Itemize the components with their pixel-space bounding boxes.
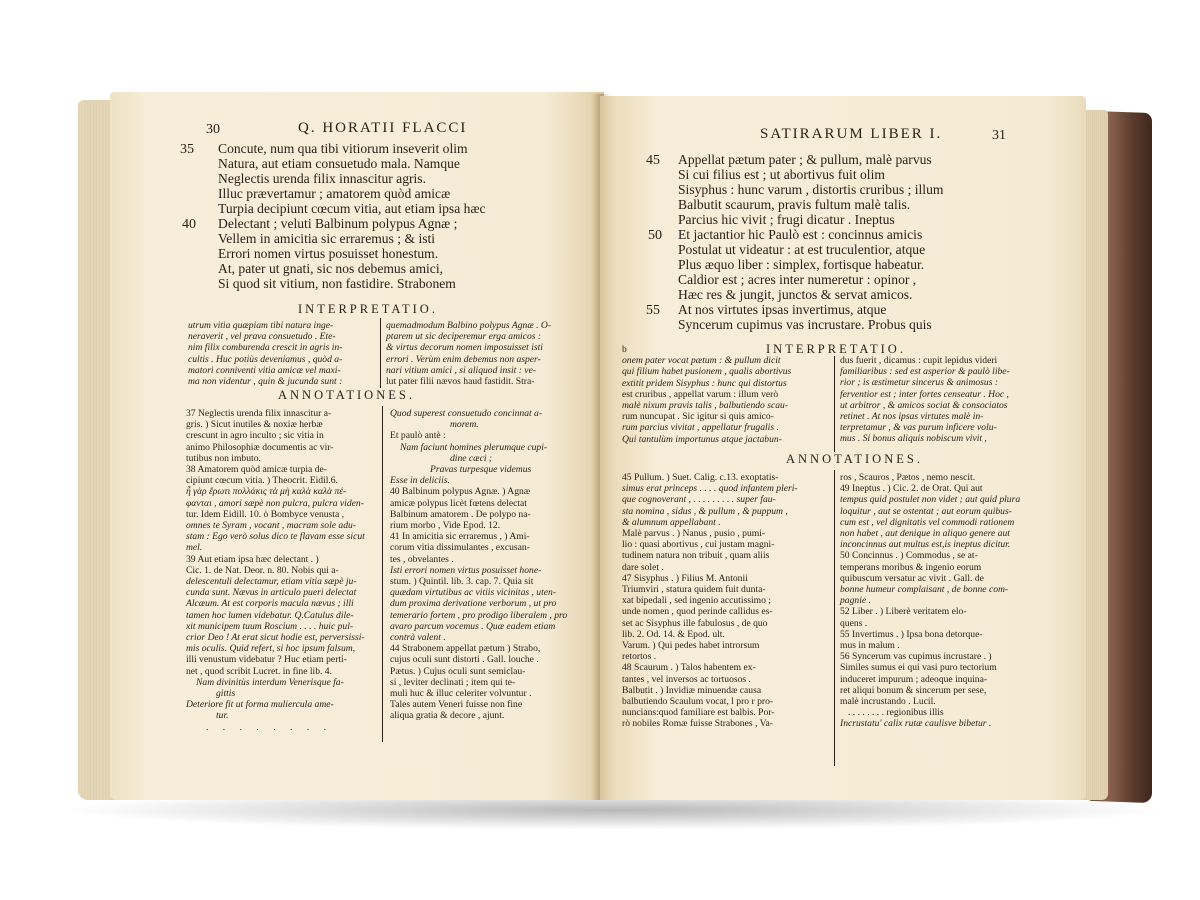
verse-line: Si cui filius est ; ut abortivus fuit olim <box>678 167 885 182</box>
verse-line: Vellem in amicitia sic erraremus ; & isti <box>218 231 436 246</box>
note-line: 56 Syncerum vas cupimus incrustare . ) <box>840 651 992 663</box>
verse-line: Turpia decipiunt cœcum vitia, aut etiam ipsa hæc <box>218 201 486 216</box>
note-line: retortos . <box>622 651 657 663</box>
note-line: tudinem natura non tribuit , quam aliis <box>622 550 770 562</box>
note-line: set ac Sisyphus ille fabulosus , de quo <box>622 617 768 629</box>
column-rule <box>380 318 381 388</box>
note-line: mis oculis. Quid refert, si hoc ipsum falsum, <box>186 643 356 655</box>
note-line: quens . <box>840 617 868 629</box>
note-line: bonne humeur complaisant , de bonne com- <box>840 584 1009 596</box>
note-line: tantes , vel inversos ac tortuosos . <box>622 673 751 685</box>
note-line: Qui tantulùm importunus atque jactabun- <box>622 433 782 445</box>
right-page <box>600 96 1086 800</box>
note-line: Deteriore fit ut forma muliercula ame- <box>186 699 334 711</box>
note-line: qui filium habet pusionem , qualis abortivus <box>622 366 792 378</box>
note-line: 39 Aut etiam ipsa hæc delectant . ) <box>186 553 319 565</box>
note-line: balbutiendo Scaulum vocat, l pro r pro- <box>622 696 774 708</box>
verse-line: Parcius hic vivit ; frugi dicatur . Ineptus <box>678 212 895 227</box>
interpretatio-right-column <box>840 355 1060 445</box>
note-line: nari vitium amici , si aliquod insit : ve- <box>386 364 537 376</box>
column-rule <box>834 470 835 766</box>
note-line: 38 Amatorem quòd amicæ turpia de- <box>186 464 327 476</box>
note-line: tes , obvelantes . <box>390 553 454 565</box>
note-line: omnes te Syram , vocant , macram sole adu- <box>186 520 356 532</box>
note-line: Quod superest consuetudo concinnat a- <box>390 408 543 419</box>
note-line: morem. <box>450 419 479 431</box>
verse-line: Delectant ; veluti Balbinum polypus Agnæ ; <box>218 216 458 231</box>
note-line: rium morbo , Vide Epod. 12. <box>390 520 501 532</box>
note-line: animo Philosophiæ documentis ac vir- <box>186 441 334 453</box>
note-line: Incrustatu' calix rutæ caulisve bibetur . <box>840 718 992 730</box>
note-line: crescunt in agro inculto ; sic vitia in <box>186 430 324 442</box>
verse-line: Errori nomen virtus posuisset honestum. <box>218 246 439 261</box>
page-number: 30 <box>206 122 220 137</box>
interpretatio-heading: INTERPRETATIO. <box>766 342 906 356</box>
verse-line: Neglectis urenda filix innascitur agris. <box>218 171 426 186</box>
note-line: Isti errori nomen virtus posuisset hone- <box>390 564 542 576</box>
column-rule <box>382 406 383 742</box>
note-line: sta nomina , sidus , & pullum , & puppum , <box>622 505 788 517</box>
annotationes-right-column <box>390 408 586 722</box>
verse-line: Sisyphus : hunc varum , distortis cruribus ; illum <box>678 182 944 197</box>
note-line: tur. <box>216 710 229 722</box>
verse-line: At nos virtutes ipsas invertimus, atque <box>678 302 887 317</box>
verse-line: Concute, num qua tibi vitiorum inseverit olim <box>218 141 468 156</box>
note-line: familiaribus : sed est asperior & paulò libe- <box>840 366 1010 378</box>
note-line: ros , Scauros , Pætos , nemo nescit. <box>840 472 976 483</box>
note-line: Tales autem Veneri fuisse non fine <box>390 699 523 711</box>
note-line: si , leviter declinati ; item qui te- <box>390 676 516 688</box>
note-line: 48 Scaurum . ) Talos habentem ex- <box>622 662 756 674</box>
note-line: φανται , amori sæpè non pulcra, pulcra viden- <box>186 497 364 509</box>
page-number: 31 <box>992 128 1006 143</box>
note-line: Malè parvus . ) Nanus , pusio , pumi- <box>622 528 766 540</box>
verse-line: Hæc res & jungit, junctos & servat amicos. <box>678 287 913 302</box>
note-line: 49 Ineptus . ) Cic. 2. de Orat. Qui aut <box>840 483 983 495</box>
note-line: utrum vitia quæpiam tibi natura inge- <box>188 320 334 331</box>
note-line: quædam virtutibus ac vitiis vicinitas , uten- <box>390 587 557 599</box>
note-line: tempus quid postulet non videt ; aut quid plura <box>840 494 1021 506</box>
verse-line: Balbutit scaurum, pravis fultum malè talis. <box>678 197 911 212</box>
note-line: rum parcius vivitat , appellatur frugalis . <box>622 422 779 434</box>
note-line: xat bipedali , sed ingenio accutissimo ; <box>622 595 771 607</box>
interpretatio-left-column <box>622 344 832 445</box>
interpretatio-heading: INTERPRETATIO. <box>298 302 438 316</box>
verse-number: 55 <box>646 303 660 318</box>
verse-line: Plus æquo liber : simplex, fortisque habeatur. <box>678 257 925 272</box>
note-line: cipiunt cœcum vitia. ) Theocrit. Eidil.6. <box>186 475 338 487</box>
note-line: matori conniventi vitia amicæ vel maxi- <box>188 364 341 376</box>
note-line: lut pater filii nævos haud fastidit. Stra- <box>386 376 535 388</box>
note-line: contrà valent . <box>390 632 446 644</box>
note-line: temerario fortem , pro prodigo liberalem , pro <box>390 609 568 621</box>
note-line: . . . . . . . . regionibus illis <box>848 707 944 719</box>
note-line: quemadmodum Balbino polypus Agnæ . O- <box>386 320 552 331</box>
note-line: simus erat princeps . . . . quod infantem pleri- <box>622 483 798 495</box>
note-line: 44 Strabonem appellat pætum ) Strabo, <box>390 643 541 655</box>
note-line: mus in malum . <box>840 640 900 652</box>
note-line: 40 Balbinum polypus Agnæ. ) Agnæ <box>390 486 531 498</box>
verse-line: Natura, aut etiam consuetudo mala. Namque <box>218 156 460 171</box>
verse-line: Et jactantior hic Paulò est : concinnus amicis <box>678 227 923 242</box>
note-line: malè incrustando . Lucil. <box>840 696 936 708</box>
note-line: 55 Invertimus . ) Ipsa bona detorque- <box>840 628 983 640</box>
note-line: ret aliqui bonum & sincerum per sese, <box>840 684 987 696</box>
note-line: delescentuli delectamur, etiam vitia sæpè ju- <box>186 576 357 588</box>
note-line: terpretamur , & vas purum inficere volu- <box>840 422 997 434</box>
note-line: amicæ polypus licèt fœtens delectat <box>390 497 527 509</box>
note-line: pagnie . <box>840 595 871 607</box>
note-line: cum est , vel dignitatis vel commodi rationem <box>840 516 1015 528</box>
note-line: temperans moribus & ingenio eorum <box>840 561 982 573</box>
note-line: tur. Idem Eidill. 10. ὁ Bombyce venusta , <box>186 508 345 520</box>
annotationes-left-column <box>622 472 832 730</box>
note-line: tutibus non imbuto. <box>186 452 261 464</box>
note-line: non habet , aut denique in aliquo genere aut <box>840 528 1010 540</box>
note-line: 41 In amicitia sic erraremus , ) Ami- <box>390 531 530 543</box>
running-head: Q. HORATII FLACCI <box>298 120 468 136</box>
ellipsis-dots: . . . . . . . . <box>206 721 332 733</box>
note-line: & virtus decorum nomen imposuisset isti <box>386 342 543 354</box>
note-line: b <box>622 344 627 355</box>
note-line: Esse in deliciis. <box>390 475 450 487</box>
note-line: Pravas turpesque videmus <box>430 464 532 476</box>
note-line: ut arbitror , & amicos sociat & consociatos <box>840 399 1008 411</box>
annotationes-right-column <box>840 472 1060 730</box>
note-line: avaro parcum vocemus . Quæ eadem etiam <box>390 620 556 632</box>
verse-line: Caldior est ; acres inter numeretur : opinor , <box>678 272 917 287</box>
note-line: est cruribus , appellat varum : illum verò <box>622 388 779 400</box>
note-line: mel. <box>186 542 203 554</box>
note-line: aliqua gratia & decore , ajunt. <box>390 710 505 722</box>
note-line: cultis . Huc potiùs deveniamus , quòd a- <box>188 353 343 365</box>
note-line: cunda sunt. Nævus in articulo pueri delectat <box>186 587 357 599</box>
note-line: errori . Verùm enim debemus non asper- <box>386 353 541 365</box>
note-line: xit municipem tuum Roscium . . . . huic pul- <box>186 620 354 632</box>
note-line: lio : quasi abortivus , cui justam magni- <box>622 539 775 551</box>
note-line: 47 Sisyphus . ) Filius M. Antonii <box>622 572 748 584</box>
note-line: dus fuerit , dicamus : cupit lepidus videri <box>840 355 998 366</box>
note-line: unde nomen , quod perinde callidus es- <box>622 606 773 618</box>
annotationes-heading: ANNOTATIONES. <box>786 452 923 466</box>
note-line: ἦ γὰρ ἔρωτι πολλάκις τὰ μὴ καλὰ καλὰ πέ- <box>186 486 347 498</box>
note-line: neraverit , vel prava consuetudo . Ete- <box>188 331 336 343</box>
annotationes-left-column <box>186 408 374 733</box>
annotationes-heading: ANNOTATIONES. <box>278 388 415 402</box>
note-line: Triumviri , statura quidem fuit dunta- <box>622 584 766 596</box>
note-line: rior ; is æstimetur sincerus & animosus : <box>840 377 999 389</box>
note-line: Alcæum. At est corporis macula nævus ; illi <box>186 598 354 610</box>
verse-number: 40 <box>182 217 196 232</box>
note-line: ma non videntur , quin & jucunda sunt : <box>188 376 343 388</box>
note-line: nim filix comburenda crescit in agris in- <box>188 342 343 354</box>
note-line: quibuscum versatur ac vivit . Gall. de <box>840 572 984 584</box>
note-line: stam : Ego verò solus dico te flavam esse sicut <box>186 531 365 543</box>
note-line: loquitur , aut se ostentat ; aut eorum quibus- <box>840 505 1012 517</box>
note-line: cujus oculi sunt distorti . Gall. louche . <box>390 654 539 666</box>
note-line: malè nixum pravis talis , balbutiendo scau- <box>622 400 789 412</box>
verse-line: Postulat ut videatur : at est truculentior, atque <box>678 242 926 257</box>
note-line: Balbinum amatorem . De polypo na- <box>390 508 531 520</box>
verse-number: 50 <box>648 228 662 243</box>
note-line: Cic. 1. de Nat. Deor. n. 80. Nobis qui a- <box>186 564 339 576</box>
note-line: Pætus. ) Cujus oculi sunt semiclau- <box>390 665 526 677</box>
verse-line: Syncerum cupimus vas incrustare. Probus quis <box>678 317 932 332</box>
note-line: nuncians:quod familiare est balbis. Por- <box>622 707 775 719</box>
note-line: que cognoverant , . . . . . . . . . super fau- <box>622 494 776 506</box>
verse-line: Illuc prævertamur ; amatorem quòd amicæ <box>218 186 451 201</box>
note-line: gittis <box>216 688 236 700</box>
note-line: muli huc & illuc celeriter volvuntur . <box>390 688 532 700</box>
note-line: induceret impurum ; adeoque inquina- <box>840 673 988 685</box>
note-line: lib. 2. Od. 14. & Epod. ult. <box>622 628 725 640</box>
note-line: gris. ) Sicut inutiles & noxiæ herbæ <box>186 419 323 431</box>
note-line: extitit pridem Sisyphus : hunc qui distortus <box>622 377 787 389</box>
note-line: 37 Neglectis urenda filix innascitur a- <box>186 408 332 419</box>
verse-line: Appellat pætum pater ; & pullum, malè parvus <box>678 152 932 167</box>
note-line: mus . Si bonus aliquis nobiscum vivit , <box>840 433 987 445</box>
note-line: & alumnum appellabant . <box>622 516 721 528</box>
verse-number: 45 <box>646 153 660 168</box>
note-line: crior Deo ! At erat sicut hodie est, perversissi- <box>186 632 365 644</box>
note-line: dum proxima derivatione verborum , ut pro <box>390 598 557 610</box>
note-line: 50 Concinnus . ) Commodus , se at- <box>840 550 978 562</box>
note-line: retinet . At nos ipsas virtutes malè in- <box>840 411 984 423</box>
note-line: stum. ) Quintil. lib. 3. cap. 7. Quia sit <box>390 576 534 588</box>
verse-line: Si quod sit vitium, non fastidire. Strabonem <box>218 276 456 291</box>
interpretatio-right-column <box>386 320 586 387</box>
note-line: illi venustum videbatur ? Huc etiam perti- <box>186 654 347 666</box>
note-line: net , quod scribit Lucret. in fine lib. 4. <box>186 665 333 677</box>
note-line: Balbutit . ) Invidiæ minuendæ causa <box>622 684 762 696</box>
column-rule <box>834 356 835 452</box>
note-line: dare solet . <box>622 561 664 573</box>
interpretatio-left-column <box>188 320 374 387</box>
note-line: Varum. ) Qui pedes habet introrsum <box>622 640 760 652</box>
note-line: ferventior est ; inter fortes censeatur . Hoc , <box>840 388 1009 400</box>
note-line: ptarem ut sic deciperemur erga amicos : <box>386 331 542 343</box>
note-line: tamen hoc lumen videbatur. Q.Catulus dile- <box>186 609 354 621</box>
note-line: Similes sumus ei qui vasi puro tectorium <box>840 662 997 674</box>
note-line: Nam faciunt homines plerumque cupi- <box>400 441 548 453</box>
verse-line: At, pater ut gnati, sic nos debemus amici, <box>218 261 444 276</box>
left-page <box>110 92 604 800</box>
verse-number: 35 <box>180 142 194 157</box>
note-line: onem pater vocat pætum : & pullum dicit <box>622 355 781 367</box>
note-line: corum vitia dissimulantes , excusan- <box>390 542 530 554</box>
running-head: SATIRARUM LIBER I. <box>760 126 943 142</box>
note-line: inconcinnus aut multus est,is ineptus dicitur. <box>840 539 1011 551</box>
note-line: 52 Liber . ) Liberè veritatem elo- <box>840 606 967 618</box>
note-line: 45 Pullum. ) Suet. Calig. c.13. exoptatis- <box>622 472 779 483</box>
note-line: rum nuncupat . Sic igitur si quis amico- <box>622 411 774 423</box>
note-line: rò nobiles Romæ fuisse Strabones , Va- <box>622 718 773 730</box>
note-line: dine cæci ; <box>450 452 493 464</box>
note-line: Et paulò antè : <box>390 430 446 442</box>
note-line: Nam divinitùs interdum Venerisque fa- <box>196 676 344 688</box>
